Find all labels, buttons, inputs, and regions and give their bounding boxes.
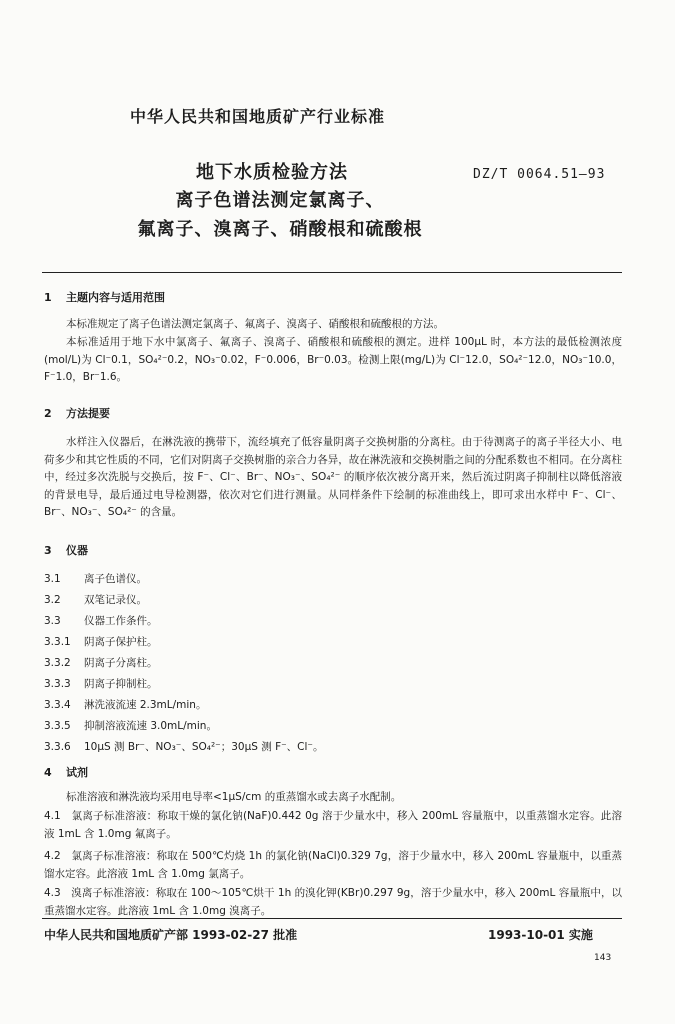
section-4-item-3: 4.3 溴离子标准溶液：称取在 100～105℃烘干 1h 的溴化钾(KBr)0.297 9g，溶于少量水中，移入 200mL 容量瓶中，以重蒸馏水定容。此溶液 1mL 含 1.0mg 溴离子。 xyxy=(44,887,622,917)
section-title: 试剂 xyxy=(66,766,88,779)
list-item: 3.3.3 阴离子抑制柱。 xyxy=(44,678,158,690)
document-title-line-3: 氟离子、溴离子、硝酸根和硫酸根 xyxy=(137,219,423,240)
section-1-paragraph-1: 本标准规定了离子色谱法测定氯离子、氟离子、溴离子、硝酸根和硫酸根的方法。 xyxy=(66,318,444,330)
standard-organization: 中华人民共和国地质矿产行业标准 xyxy=(130,107,386,126)
list-item: 3.3.6 10μS 测 Br⁻、NO₃⁻、SO₄²⁻；30μS 测 F⁻、Cl⁻。 xyxy=(44,741,324,753)
section-title: 主题内容与适用范围 xyxy=(66,291,165,304)
document-title-line-2: 离子色谱法测定氯离子、 xyxy=(175,190,385,211)
standard-code: DZ/T 0064.51—93 xyxy=(473,167,606,182)
section-title: 方法提要 xyxy=(66,407,110,420)
header-divider xyxy=(42,272,622,273)
section-4-item-1: 4.1 氯离子标准溶液：称取干燥的氯化钠(NaF)0.442 0g 溶于少量水中，移入 200mL 容量瓶中，以重蒸馏水定容。此溶液 1mL 含 1.0mg 氟离子。 xyxy=(44,810,622,840)
section-3-heading xyxy=(44,542,88,558)
section-number: 4 xyxy=(44,766,52,779)
list-item: 3.2 双笔记录仪。 xyxy=(44,594,147,606)
section-1-heading xyxy=(44,289,165,305)
footer-divider xyxy=(42,918,622,919)
section-4-intro: 标准溶液和淋洗液均采用电导率<1μS/cm 的重蒸馏水或去离子水配制。 xyxy=(66,791,402,803)
list-item: 3.1 离子色谱仪。 xyxy=(44,573,147,585)
section-1-paragraph-2: 本标准适用于地下水中氯离子、氟离子、溴离子、硝酸根和硫酸根的测定。进样 100μL 时，本方法的最低检测浓度(mol/L)为 Cl⁻0.1，SO₄²⁻0.2，NO₃⁻0.02，F⁻0.006，Br⁻0.03。检测上限(mg/L)为 Cl⁻12.0，SO₄²⁻12.0，NO₃⁻10.0，F⁻1.0，Br⁻1.6。 xyxy=(44,336,622,383)
list-item: 3.3.5 抑制溶液流速 3.0mL/min。 xyxy=(44,720,217,732)
page-number: 143 xyxy=(594,953,612,963)
section-title: 仪器 xyxy=(66,544,88,557)
list-item: 3.3 仪器工作条件。 xyxy=(44,615,158,627)
section-number: 2 xyxy=(44,407,52,420)
approval-date: 中华人民共和国地质矿产部 1993-02-27 批准 xyxy=(44,928,298,942)
section-number: 1 xyxy=(44,291,52,304)
section-2-paragraph: 水样注入仪器后，在淋洗液的携带下，流经填充了低容量阴离子交换树脂的分离柱。由于待测离子的离子半径大小、电荷多少和其它性质的不同，它们对阴离子交换树脂的亲合力各异，故在淋洗液和交换树脂之间的分配系数也不相同。在分离柱中，经过多次洗脱与交换后，按 F⁻、Cl⁻、Br⁻、NO₃⁻、SO₄²⁻ 的顺序依次被分离开来，然后流过阴离子抑制柱以降低溶液的背景电导，最后通过电导检测器，依次对它们进行测量。从同样条件下绘制的标准曲线上，即可求出水样中 F⁻、Cl⁻、Br⁻、NO₃⁻、SO₄²⁻ 的含量。 xyxy=(44,436,622,518)
list-item: 3.3.2 阴离子分离柱。 xyxy=(44,657,158,669)
document-title-line-1: 地下水质检验方法 xyxy=(196,162,348,183)
list-item: 3.3.1 阴离子保护柱。 xyxy=(44,636,158,648)
section-4-item-2: 4.2 氯离子标准溶液：称取在 500℃灼烧 1h 的氯化钠(NaCl)0.329 7g，溶于少量水中，移入 200mL 容量瓶中，以重蒸馏水定容。此溶液 1mL 含 1.0mg 氯离子。 xyxy=(44,850,622,880)
list-item: 3.3.4 淋洗液流速 2.3mL/min。 xyxy=(44,699,207,711)
section-4-heading xyxy=(44,764,88,780)
section-number: 3 xyxy=(44,544,52,557)
implementation-date: 1993-10-01 实施 xyxy=(488,928,593,942)
section-2-heading xyxy=(44,405,110,421)
